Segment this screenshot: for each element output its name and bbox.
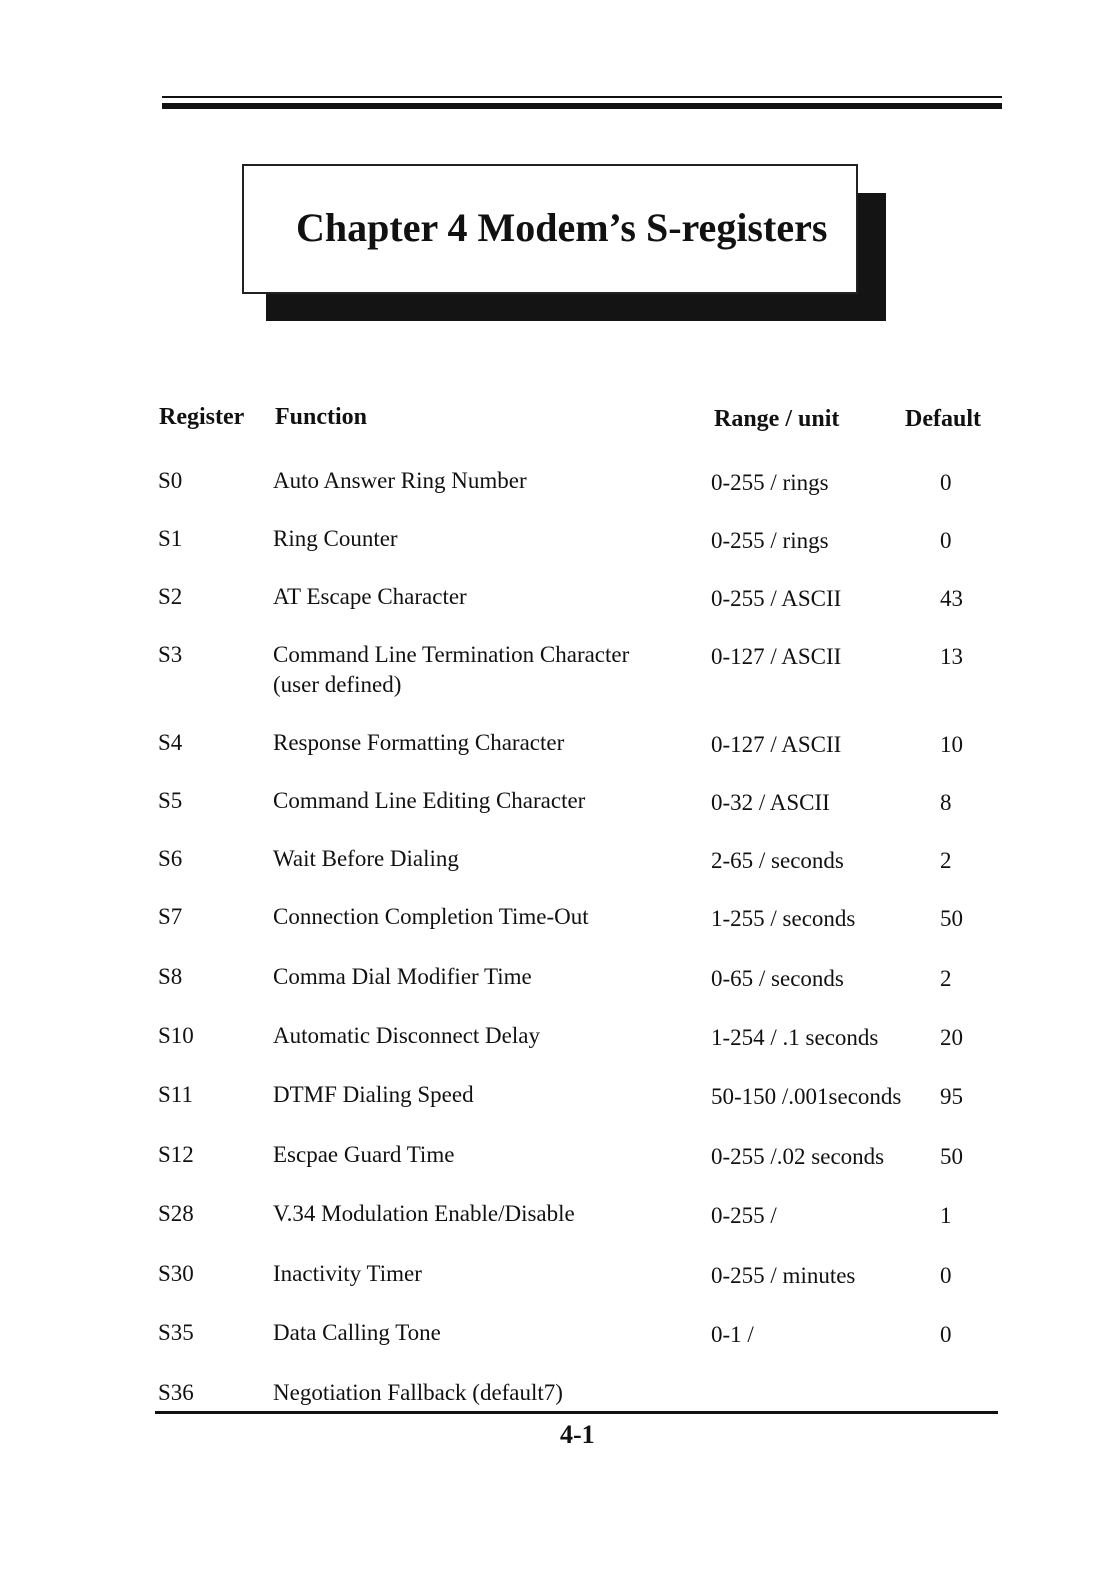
range-cell: 0-127 / ASCII — [711, 644, 842, 669]
function-cell: DTMF Dialing Speed — [273, 1082, 474, 1107]
function-cell: Command Line Termination Character — [273, 642, 630, 667]
page-number: 4-1 — [560, 1420, 595, 1449]
range-cell: 50-150 /.001seconds — [711, 1084, 902, 1109]
default-cell: 1 — [940, 1203, 952, 1228]
function-cell-line2: (user defined) — [273, 672, 402, 697]
function-cell: Response Formatting Character — [273, 730, 565, 755]
header-range: Range / unit — [714, 406, 840, 432]
range-cell: 1-254 / .1 seconds — [711, 1025, 879, 1050]
range-cell: 0-65 / seconds — [711, 966, 844, 991]
register-cell: S28 — [158, 1201, 194, 1226]
range-cell: 0-255 / ASCII — [711, 586, 842, 611]
function-cell: Automatic Disconnect Delay — [273, 1023, 540, 1048]
function-cell: AT Escape Character — [273, 584, 467, 609]
register-cell: S2 — [158, 584, 183, 609]
header-function: Function — [275, 404, 368, 430]
register-cell: S12 — [158, 1142, 194, 1167]
function-cell: Data Calling Tone — [273, 1320, 441, 1345]
bottom-rule — [155, 1411, 998, 1414]
default-cell: 95 — [940, 1084, 963, 1109]
register-cell: S35 — [158, 1320, 194, 1345]
register-cell: S1 — [158, 526, 183, 551]
default-cell: 0 — [940, 1322, 952, 1347]
header-register: Register — [159, 404, 245, 430]
register-cell: S30 — [158, 1261, 194, 1286]
default-cell: 0 — [940, 528, 952, 553]
top-rule-thin — [162, 96, 1002, 98]
range-cell: 0-127 / ASCII — [711, 732, 842, 757]
range-cell: 0-255 /.02 seconds — [711, 1144, 885, 1169]
default-cell: 13 — [940, 644, 963, 669]
function-cell: Connection Completion Time-Out — [273, 904, 589, 929]
function-cell: Command Line Editing Character — [273, 788, 586, 813]
function-cell: Comma Dial Modifier Time — [273, 964, 532, 989]
function-cell: Ring Counter — [273, 526, 398, 551]
default-cell: 2 — [940, 966, 952, 991]
range-cell: 0-1 / — [711, 1322, 754, 1347]
register-cell: S5 — [158, 788, 183, 813]
register-cell: S8 — [158, 964, 183, 989]
default-cell: 20 — [940, 1025, 963, 1050]
function-cell: Negotiation Fallback (default7) — [273, 1380, 563, 1405]
default-cell: 0 — [940, 470, 952, 495]
range-cell: 1-255 / seconds — [711, 906, 856, 931]
default-cell: 8 — [940, 790, 952, 815]
default-cell: 10 — [940, 732, 963, 757]
register-cell: S10 — [158, 1023, 194, 1048]
chapter-title-box — [242, 164, 858, 294]
function-cell: V.34 Modulation Enable/Disable — [273, 1201, 575, 1226]
function-cell: Auto Answer Ring Number — [273, 468, 527, 493]
range-cell: 0-255 / minutes — [711, 1263, 856, 1288]
top-rule-thick — [162, 103, 1002, 109]
register-cell: S4 — [158, 730, 183, 755]
range-cell: 0-255 / — [711, 1203, 777, 1228]
default-cell: 43 — [940, 586, 963, 611]
register-cell: S7 — [158, 904, 183, 929]
range-cell: 0-255 / rings — [711, 470, 829, 495]
register-cell: S0 — [158, 468, 183, 493]
function-cell: Inactivity Timer — [273, 1261, 422, 1286]
default-cell: 2 — [940, 848, 952, 873]
chapter-title: Chapter 4 Modem’s S-registers — [296, 205, 828, 250]
register-cell: S3 — [158, 642, 183, 667]
header-default: Default — [905, 406, 981, 432]
register-cell: S6 — [158, 846, 183, 871]
function-cell: Escpae Guard Time — [273, 1142, 455, 1167]
register-cell: S36 — [158, 1380, 194, 1405]
range-cell: 0-32 / ASCII — [711, 790, 830, 815]
default-cell: 0 — [940, 1263, 952, 1288]
default-cell: 50 — [940, 906, 963, 931]
default-cell: 50 — [940, 1144, 963, 1169]
range-cell: 0-255 / rings — [711, 528, 829, 553]
range-cell: 2-65 / seconds — [711, 848, 844, 873]
function-cell: Wait Before Dialing — [273, 846, 459, 871]
register-cell: S11 — [158, 1082, 193, 1107]
